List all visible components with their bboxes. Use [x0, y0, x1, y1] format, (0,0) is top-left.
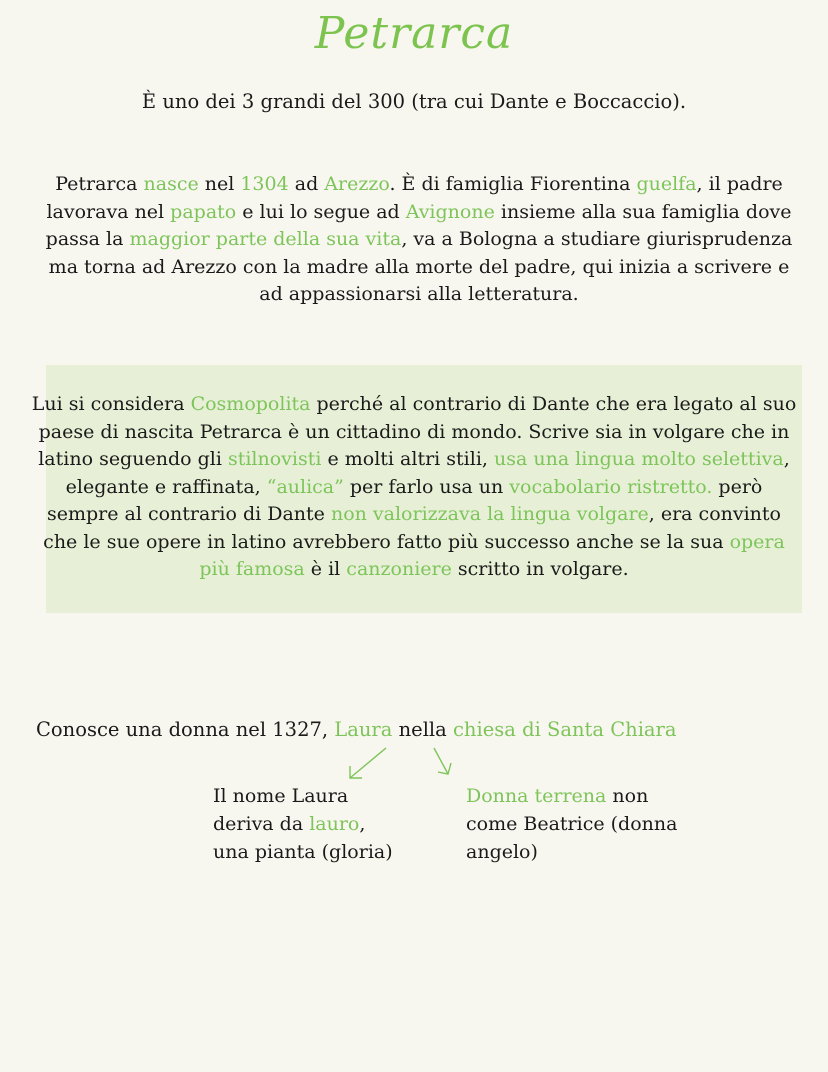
- highlighted-term: usa una lingua molto selettiva: [493, 448, 784, 470]
- text-run: è il: [304, 558, 347, 580]
- highlighted-term: “aulica”: [266, 475, 344, 498]
- text-run: . È di famiglia Fiorentina: [389, 173, 637, 195]
- highlighted-term: Donna terrena: [466, 785, 607, 807]
- text-run: Conosce una donna nel 1327,: [36, 718, 335, 741]
- text-run: , era convinto che le sue opere in latino avrebbero fatto più successo anche se la sua: [43, 503, 781, 553]
- text-run: ad: [288, 173, 325, 195]
- text-run: Il nome Laura deriva da: [213, 785, 349, 835]
- highlighted-term: papato: [170, 200, 237, 223]
- intro-paragraph: È uno dei 3 grandi del 300 (tra cui Dante e Boccaccio).: [141, 90, 687, 113]
- laura-line: [36, 716, 796, 744]
- highlighted-term: Cosmopolita: [190, 393, 311, 415]
- bio-paragraph: [40, 171, 798, 309]
- donna-terrena-note: [466, 782, 696, 866]
- text-run: perché al contrario di Dante che era legato al suo paese di nascita Petrarca è un cittadino di mondo. Scrive sia in volgare che in latino seguendo gli: [38, 393, 797, 470]
- arrows: [330, 744, 470, 784]
- highlighted-term: guelfa: [636, 173, 697, 195]
- text-run: scritto in volgare.: [451, 558, 629, 580]
- text-run: , va a Bologna a studiare giurisprudenza ma torna ad Arezzo con la madre alla morte del padre, qui inizia a scrivere e ad appassionarsi alla letteratura.: [48, 228, 793, 305]
- arrow-left-icon: [350, 748, 386, 778]
- highlighted-term: maggior parte della sua vita: [129, 228, 402, 250]
- text-run: , il padre lavorava nel: [46, 173, 783, 223]
- highlighted-term: nasce: [143, 173, 199, 195]
- text-run: , elegante e raffinata,: [65, 448, 790, 498]
- arrow-right-icon: [434, 748, 451, 774]
- laura-name-note: [213, 782, 403, 866]
- text-run: Petrarca: [55, 173, 144, 195]
- text-run: e molti altri stili,: [321, 448, 494, 470]
- highlighted-term: stilnovisti: [227, 448, 322, 470]
- text-run: però sempre al contrario di Dante: [46, 475, 763, 525]
- highlighted-term: non valorizzava la lingua volgare: [330, 503, 649, 525]
- highlighted-term: opera più famosa: [199, 530, 785, 580]
- page-title: Petrarca: [314, 8, 514, 59]
- text-run: , una pianta (gloria): [213, 813, 393, 863]
- text-run: non come Beatrice (donna angelo): [466, 785, 678, 863]
- cosmopolita-paragraph: [30, 391, 798, 584]
- highlighted-term: Avignone: [405, 200, 495, 223]
- text-run: per farlo usa un: [343, 475, 510, 498]
- text-run: e lui lo segue ad: [236, 200, 406, 223]
- highlighted-term: 1304: [240, 173, 289, 195]
- highlighted-term: vocabolario ristretto.: [509, 475, 713, 498]
- highlighted-term: chiesa di Santa Chiara: [453, 718, 677, 741]
- text-run: Lui si considera: [31, 393, 191, 415]
- text-run: insieme alla sua famiglia dove passa la: [45, 200, 792, 250]
- highlighted-term: Laura: [334, 718, 393, 741]
- highlighted-term: canzoniere: [346, 558, 452, 580]
- highlighted-term: Arezzo: [324, 173, 390, 195]
- text-run: nella: [392, 718, 453, 741]
- highlighted-term: lauro: [309, 813, 360, 835]
- text-run: nel: [198, 173, 241, 195]
